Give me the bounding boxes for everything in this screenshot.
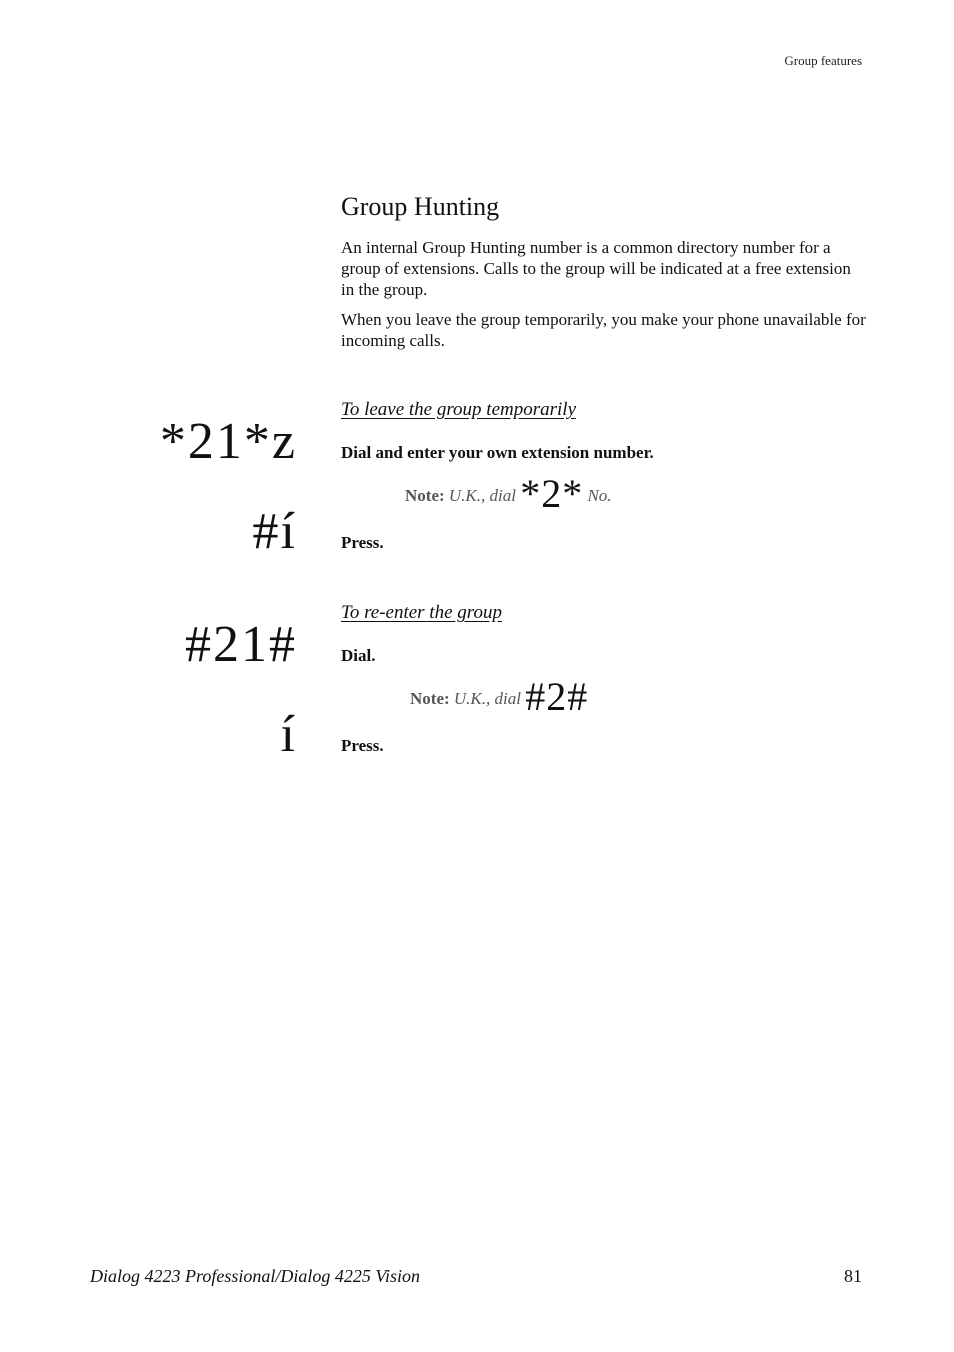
intro-paragraph-1: An internal Group Hunting number is a common directory number for a group of extensions. Calls to the group will be indicated at a free extension in the group. xyxy=(341,238,851,299)
leave-dial-keys: *21*z xyxy=(159,413,297,470)
leave-dial-instruction: Dial and enter your own extension number. xyxy=(341,443,654,462)
section-title: Group Hunting xyxy=(341,192,500,221)
note-text: U.K., dial xyxy=(448,486,516,505)
leave-press-keys: #í xyxy=(252,503,297,560)
note-text: U.K., dial xyxy=(453,689,521,708)
reenter-group-heading: To re-enter the group xyxy=(341,602,502,623)
uk-code: *2* xyxy=(520,471,584,516)
running-header: Group features xyxy=(784,53,862,68)
footer-document-title: Dialog 4223 Professional/Dialog 4225 Vision xyxy=(90,1266,421,1286)
reenter-note xyxy=(410,673,588,720)
note-label: Note: xyxy=(405,486,445,505)
intro-paragraph-2: When you leave the group temporarily, you make your phone unavailable for incoming calls. xyxy=(341,310,866,350)
leave-note xyxy=(405,470,612,517)
note-label: Note: xyxy=(410,689,450,708)
reenter-dial-instruction: Dial. xyxy=(341,646,376,665)
note-suffix: No. xyxy=(587,486,612,505)
reenter-dial-keys: #21# xyxy=(185,616,297,673)
uk-code: #2# xyxy=(525,674,589,719)
page-number: 81 xyxy=(844,1266,862,1286)
reenter-press-instruction: Press. xyxy=(341,736,384,755)
reenter-press-keys: í xyxy=(280,706,297,763)
leave-press-instruction: Press. xyxy=(341,533,384,552)
leave-group-heading: To leave the group temporarily xyxy=(341,399,577,420)
